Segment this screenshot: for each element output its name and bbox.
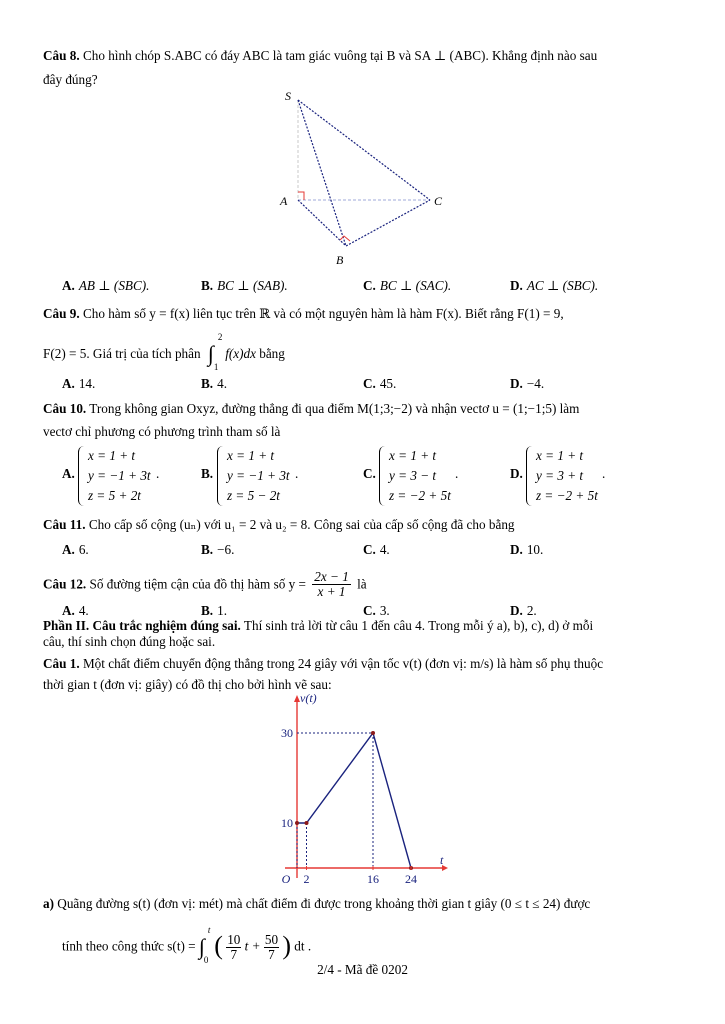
q11-answer-c-label: C. [363,542,376,557]
q8-answer-d-label: D. [510,278,523,293]
data-point-t16 [371,731,375,735]
p2q1-a-text1: Quãng đường s(t) (đơn vị: mét) mà chất điểm đi được trong khoảng thời gian t giây (0 ≤ t ≤ 24) được [54,896,591,911]
q10-answer-a-label: A. [62,466,75,481]
q10-b-row-z: z = 5 − 2t [227,488,280,503]
q11-answer-a[interactable] [62,542,89,558]
q11-text: Cho cấp số cộng (uₙ) với u₁ = 2 và u₂ = 8. Công sai của cấp số cộng đã cho bằng [85,517,515,532]
q8-answer-a-label: A. [62,278,75,293]
q11-answer-c[interactable] [363,542,390,558]
q9-text-line1 [43,306,683,322]
q11-answer-b-label: B. [201,542,214,557]
q10-d-row-z: z = −2 + 5t [536,488,598,503]
q9-answer-c-label: C. [363,376,376,391]
q11-label: Câu 11. [43,517,86,532]
p2q1-text-line1 [43,656,683,672]
origin-label: O [281,872,291,886]
q12-answer-b[interactable] [201,603,227,619]
p2q1-a-line1 [43,896,683,912]
q9-text2b: bằng [259,346,285,361]
q12-answer-d-text: 2. [526,603,537,618]
q11-answer-b[interactable] [201,542,234,558]
vertex-a-label: A [280,194,288,208]
frac2-numerator: 50 [264,932,279,947]
x-axis-label: t [440,853,444,867]
p2q1-text-line2: thời gian t (đơn vị: giây) có đồ thị cho bởi hình vẽ sau: [43,677,332,692]
q9-label: Câu 9. [43,306,80,321]
q12-answer-a[interactable] [62,603,89,619]
data-point-t0 [295,821,299,825]
q12-text-line [43,571,683,600]
q10-c-row-x: x = 1 + t [389,448,437,463]
frac1-numerator: 10 [227,932,241,947]
p2q1-a-mid: t + [244,938,261,954]
integral-upper-bound: 2 [217,332,223,342]
q11-answer-a-label: A. [62,542,75,557]
x-tick-label-16: 16 [367,872,379,886]
q8-label: Câu 8. [43,48,80,63]
q10-c-row-z: z = −2 + 5t [389,488,451,503]
q10-a-row-x: x = 1 + t [88,448,136,463]
frac-50-7 [264,933,279,962]
x-tick-label-24: 24 [405,872,417,886]
q9-answer-b-text: 4. [217,376,227,391]
q11-answer-c-text: 4. [379,542,390,557]
data-point-t2 [305,821,309,825]
q8-answer-c[interactable] [363,278,451,294]
q9-text2a: F(2) = 5. Giá trị của tích phân [43,346,201,361]
q12-numerator: 2x − 1 [314,569,349,584]
q9-integrand: f(x)dx [225,346,256,361]
q10-c-tail: . [455,466,459,481]
q11-text-line [43,517,683,533]
q10-b-row-x: x = 1 + t [227,448,275,463]
q11-answer-d[interactable] [510,542,543,558]
q9-answer-c-text: 45. [379,376,397,391]
q8-text-line1 [43,48,683,64]
part2-line2: câu, thí sinh chọn đúng hoặc sai. [43,634,216,649]
q12-tail: là [357,576,367,592]
q9-answer-c[interactable] [363,376,396,392]
q9-answer-d-text: −4. [526,376,545,391]
q8-text1: Cho hình chóp S.ABC có đáy ABC là tam giác vuông tại B và SA ⊥ (ABC). Khẳng định nào sau [79,48,598,63]
q9-answer-d-label: D. [510,376,523,391]
q10-c-row-y: y = 3 − t [389,468,437,483]
q12-denominator: x + 1 [317,584,346,599]
q10-text-line2: vectơ chỉ phương có phương trình tham số là [43,424,281,439]
q10-a-row-z: z = 5 + 2t [88,488,141,503]
part2-title: Phần II. Câu trắc nghiệm đúng sai. [43,618,241,633]
q12-label: Câu 12. [43,576,87,592]
q8-answer-d-text: AC ⊥ (SBC). [526,278,599,293]
y-tick-label-10: 10 [281,816,293,830]
integral2-lower-bound: 0 [203,954,209,965]
q9-answer-b-label: B. [201,376,214,391]
q12-fraction [312,570,351,599]
p2q1-a-label: a) [43,896,54,911]
q10-text-line1 [43,401,683,417]
q10-a-row-y: y = −1 + 3t [88,468,151,483]
integral-lower-bound: 1 [213,362,219,372]
p2q1-a-text2a: tính theo công thức s(t) = [62,938,196,954]
q12-answer-c-label: C. [363,603,376,618]
q10-answer-b-label: B. [201,466,214,481]
q10-answer-d-label: D. [510,466,523,481]
velocity-chart [270,690,460,890]
q12-answer-b-label: B. [201,603,214,618]
q9-answer-b[interactable] [201,376,227,392]
frac-10-7 [226,933,241,962]
y-axis-label: v(t) [300,691,317,705]
q10-answer-c-label: C. [363,466,376,481]
q8-answer-b-label: B. [201,278,214,293]
vertex-s-label: S [285,89,291,103]
q10-label: Câu 10. [43,401,87,416]
q8-answer-d[interactable] [510,278,598,294]
p2q1-label: Câu 1. [43,656,80,671]
q12-text: Số đường tiệm cận của đồ thị hàm số y = [86,576,306,592]
q12-answer-d[interactable] [510,603,537,619]
q8-answer-a-text: AB ⊥ (SBC). [78,278,150,293]
y-tick-label-30: 30 [281,726,293,740]
q8-answer-a[interactable] [62,278,149,294]
q10-d-row-x: x = 1 + t [536,448,584,463]
q12-answer-d-label: D. [510,603,523,618]
p2q1-a-tail: dt . [294,938,312,954]
q10-b-tail: . [295,466,299,481]
q11-answer-d-label: D. [510,542,523,557]
q9-answer-a-text: 14. [78,376,96,391]
page-footer: 2/4 - Mã đề 0202 [317,962,408,977]
velocity-series-line [297,733,411,868]
q12-answer-c-text: 3. [379,603,390,618]
q11-answer-b-text: −6. [217,542,235,557]
q9-answer-a[interactable] [62,376,95,392]
q10-d-row-y: y = 3 + t [536,468,584,483]
q10-a-tail: . [156,466,160,481]
q8-answer-c-label: C. [363,278,376,293]
frac2-denominator: 7 [268,947,275,962]
vertex-c-label: C [434,194,443,208]
q10-b-row-y: y = −1 + 3t [227,468,290,483]
q11-answer-a-text: 6. [78,542,89,557]
q10-text1: Trong không gian Oxyz, đường thẳng đi qua điểm M(1;3;−2) và nhận vectơ u = (1;−1;5) làm [86,401,580,416]
q11-answer-d-text: 10. [526,542,544,557]
q9-text1: Cho hàm số y = f(x) liên tục trên ℝ và có một nguyên hàm là hàm F(x). Biết rằng F(1) = 9, [79,306,564,321]
integral-sign: ∫ 2 1 [208,343,222,362]
q9-answer-d[interactable] [510,376,544,392]
q12-answer-b-text: 1. [217,603,227,618]
q8-answer-c-text: BC ⊥ (SAC). [379,278,452,293]
q12-answer-a-text: 4. [78,603,89,618]
part2-line1 [43,618,683,634]
integral2-upper-bound: t [207,924,211,935]
q8-answer-b[interactable] [201,278,288,294]
q9-answer-a-label: A. [62,376,75,391]
p2q1-a-line2: tính theo công thức s(t) = ∫ t 0 ( $\frac{10}{7}$ t + $\frac{50}{7}$ ) dt . [62,933,683,962]
p2q1-text1: Một chất điểm chuyển động thẳng trong 24 giây với vận tốc v(t) (đơn vị: m/s) là hàm số phụ thuộc [79,656,604,671]
x-tick-label-2: 2 [303,872,310,886]
q8-text-line2: đây đúng? [43,72,98,87]
vertex-b-label: B [336,253,344,267]
q8-answer-b-text: BC ⊥ (SAB). [217,278,288,293]
frac1-denominator: 7 [230,947,238,962]
integral-sign-2: ∫ t 0 [199,936,211,955]
q12-answer-c[interactable] [363,603,390,619]
q10-d-tail: . [602,466,606,481]
pyramid-figure [270,86,450,268]
part2-text1: Thí sinh trả lời từ câu 1 đến câu 4. Trong mỗi ý a), b), c), d) ở mỗi [240,618,594,633]
q9-text-line2 [43,332,683,372]
q12-answer-a-label: A. [62,603,75,618]
